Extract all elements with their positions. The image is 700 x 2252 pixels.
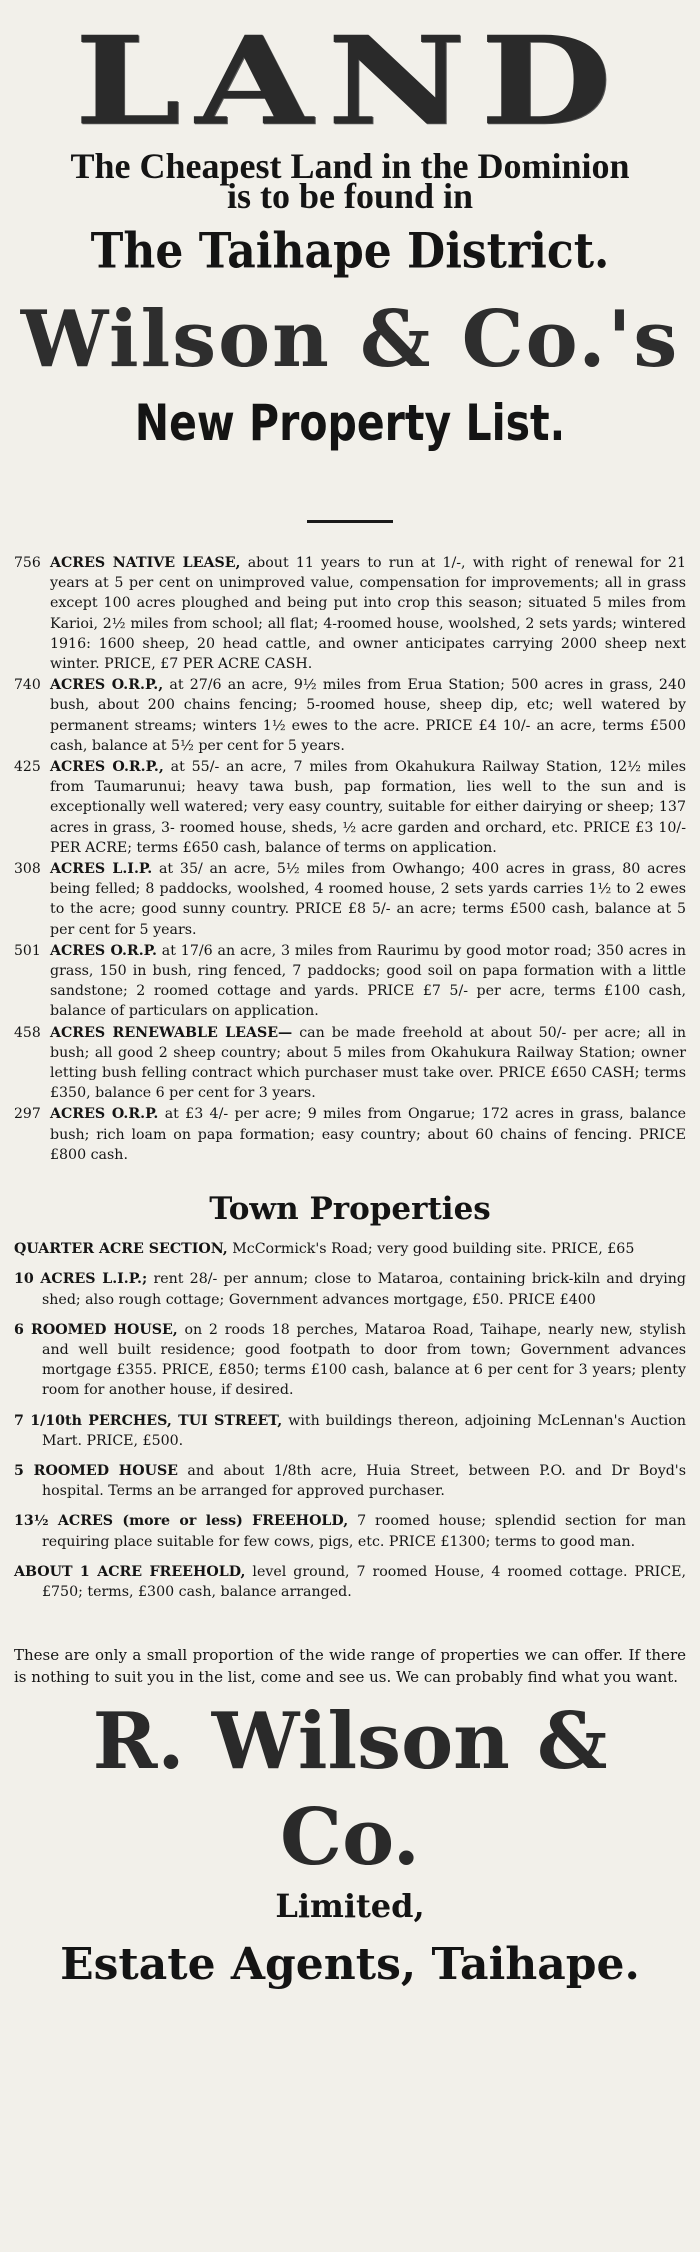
list-item — [14, 859, 686, 940]
list-item — [14, 1411, 686, 1451]
listing-heading: ACRES RENEWABLE LEASE— — [50, 1024, 293, 1041]
listing-heading: ACRES O.R.P., — [50, 677, 164, 694]
district-name: The Taihape District. — [90, 223, 610, 280]
listing-number: 297 — [14, 1106, 41, 1123]
listing-number: 308 — [14, 861, 41, 878]
rural-listings — [14, 553, 686, 1165]
list-title: New Property List. — [134, 394, 566, 452]
list-item — [14, 1104, 686, 1165]
listing-body: and about 1/8th acre, Huia Street, between P.O. and Dr Boyd's hospital. Terms an be arranged for approved purchaser. — [42, 1462, 686, 1500]
list-item — [14, 1239, 686, 1259]
listing-body: level ground, 7 roomed House, 4 roomed cottage. PRICE, £750; terms, £300 cash, balance arranged. — [42, 1563, 686, 1600]
closing-paragraph: These are only a small proportion of the wide range of properties we can offer. If there is nothing to suit you in the list, come and see us. We can probably find what you want. — [14, 1646, 686, 1687]
title-land: LAND — [74, 9, 626, 153]
listing-heading: ACRES L.I.P. — [50, 861, 153, 878]
listing-heading: 7 1/10th PERCHES, TUI STREET, — [14, 1412, 283, 1429]
listing-heading: ACRES O.R.P., — [50, 759, 164, 776]
list-item — [14, 1461, 686, 1501]
listing-body: 7 roomed house; splendid section for man requiring place suitable for few cows, pigs, etc. PRICE £1300; terms to good man. — [42, 1513, 686, 1550]
listing-heading: ACRES NATIVE LEASE, — [50, 555, 241, 571]
listing-heading: QUARTER ACRE SECTION, — [14, 1241, 228, 1258]
listing-heading: ACRES O.R.P. — [50, 1106, 159, 1123]
listing-heading: 5 ROOMED HOUSE — [14, 1462, 178, 1479]
listing-number: 501 — [14, 942, 41, 959]
header — [14, 6, 686, 458]
listing-body: with buildings thereon, adjoining McLennan's Auction Mart. PRICE, £500. — [42, 1412, 686, 1449]
list-item — [14, 757, 686, 858]
list-item — [14, 1320, 686, 1401]
listing-body: can be made freehold at about 50/- per acre; all in bush; all good 2 sheep country; about 5 miles from Okahukura Railway Station; owner letting bush felling contract which purchaser must take over. PRICE £650 CASH; terms £350, balance 6 per cent for 3 years. — [50, 1024, 686, 1102]
listing-heading: ABOUT 1 ACRE FREEHOLD, — [14, 1563, 246, 1580]
subtitle-cheapest: The Cheapest Land in the Dominion — [70, 146, 630, 186]
listing-number: 756 — [14, 555, 41, 571]
listing-body: at 17/6 an acre, 3 miles from Raurimu by good motor road; 350 acres in grass, 150 in bush, ring fenced, 7 paddocks; good soil on papa formation with a little sandstone; 2 roomed cottage and yards. PRICE £7 5/- per acre, terms £100 cash, balance of particulars on application. — [50, 942, 687, 1020]
list-item — [14, 941, 686, 1022]
subtitle-found-in: is to be found in — [226, 176, 474, 216]
listing-body: McCormick's Road; very good building site. PRICE, £65 — [232, 1241, 635, 1258]
list-item — [14, 1511, 686, 1551]
listing-heading: ACRES O.R.P. — [50, 942, 157, 959]
listing-body: at 55/- an acre, 7 miles from Okahukura Railway Station, 12½ miles from Taumarunui; heavy tawa bush, pap formation, lies well to the sun and is exceptionally well watered; very easy country, suitable for either dairying or sheep; 137 acres in grass, 3- roomed house, sheds, ½ acre garden and orchard, etc. PRICE £3 10/- PER ACRE; terms £650 cash, balance of terms on application. — [50, 759, 686, 856]
listing-body: at 27/6 an acre, 9½ miles from Erua Station; 500 acres in grass, 240 bush, about 200 chains fencing; 5-roomed house, sheep dip, etc; well watered by permanent streams; winters 1½ ewes to the acre. PRICE £4 10/- an acre, terms £500 cash, balance at 5½ per cent for 5 years. — [50, 677, 687, 754]
listing-body: about 11 years to run at 1/-, with right of renewal for 21 years at 5 per cent on unimproved value, compensation for improvements; all in grass except 100 acres ploughed and being put into crop this season; situated 5 miles from Karioi, 2½ miles from school; all flat; 4-roomed house, woolshed, 2 sets yards; wintered 1916: 1600 sheep, 20 head cattle, and owner anticipates carrying 2000 sheep next winter. PRICE, £7 PER ACRE CASH. — [50, 555, 686, 673]
advertisement-page — [0, 6, 700, 2252]
listing-number: 425 — [14, 759, 41, 776]
footer-estate-agents: Estate Agents, Taihape. — [60, 1939, 640, 1991]
list-item — [14, 1562, 686, 1602]
listing-body: at £3 4/- per acre; 9 miles from Ongarue; 172 acres in grass, balance bush; rich loam on papa formation; easy country; about 60 chains of fencing. PRICE £800 cash. — [50, 1106, 686, 1163]
list-item — [14, 675, 686, 756]
list-item — [14, 1269, 686, 1309]
listing-number: 458 — [14, 1024, 41, 1041]
town-properties-heading: Town Properties — [209, 1191, 491, 1228]
list-item — [14, 553, 686, 674]
listing-body: on 2 roods 18 perches, Mataroa Road, Taihape, nearly new, stylish and well built residence; good footpath to door from town; Government advances mortgage £355. PRICE, £850; terms £100 cash, balance at 6 per cent for 3 years; plenty room for another house, if desired. — [42, 1321, 687, 1399]
listing-heading: 10 ACRES L.I.P.; — [14, 1271, 148, 1288]
footer-firm-name: R. Wilson & Co. — [92, 1696, 608, 1884]
firm-name: Wilson & Co.'s — [20, 294, 680, 385]
divider-rule — [307, 520, 393, 523]
listing-heading: 13½ ACRES (more or less) FREEHOLD, — [14, 1513, 349, 1530]
listing-body: at 35/ an acre, 5½ miles from Owhango; 400 acres in grass, 80 acres being felled; 8 paddocks, woolshed, 4 roomed house, 2 sets yards carries 1½ to 2 ewes to the acre; good sunny country. PRICE £8 5/- an acre; terms £500 cash, balance at 5 per cent for 5 years. — [50, 861, 686, 938]
listing-number: 740 — [14, 677, 41, 694]
listing-heading: 6 ROOMED HOUSE, — [14, 1321, 178, 1338]
listing-body: rent 28/- per annum; close to Mataroa, containing brick-kiln and drying shed; also rough cottage; Government advances mortgage, £50. PRICE £400 — [42, 1271, 686, 1308]
footer-limited: Limited, — [275, 1887, 425, 1926]
list-item — [14, 1023, 686, 1104]
town-listings — [14, 1239, 686, 1602]
